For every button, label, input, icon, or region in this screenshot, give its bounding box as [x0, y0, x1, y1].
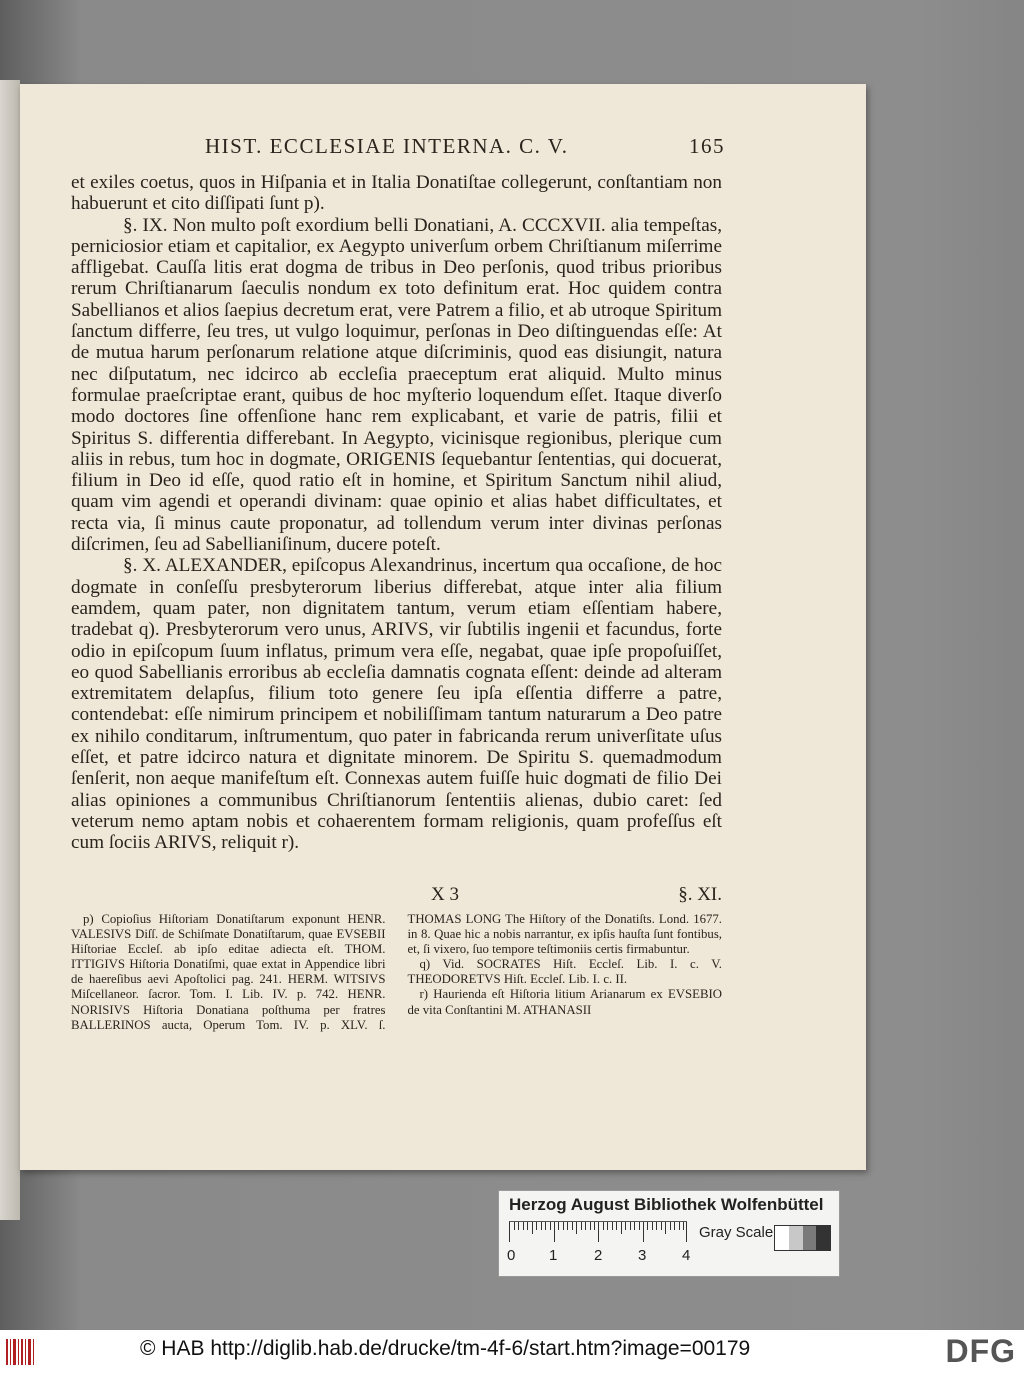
ruler-label-3: 3: [638, 1247, 647, 1264]
paragraph-section-x: §. X. ALEXANDER, epiſcopus Alexandrinus, incertum qua occaſione, de hoc dogmate in conſeſſu presbyterorum liberius differebat, atque inter alia filium eamdem, quam pater, non dignitatem tantum, verum etiam eſſentiam habere, tradebat q). Presbyterorum vero unus, ARIVS, vir ſubtilis ingenii et facundus, forte odio in epiſcopum ſuum inflatus, primum vera eſſe, negabat, quae ipſe propoſuiſſet, eo quod Sabellianis erroribus ab eccleſia damnatis cognata eſſent: deinde ad alteram extremitatem delapſus, filium toto genere ſeu ipſa eſſentia differre a patre, contendebat: eſſe nimirum principem et nobiliſſimam tantum naturarum a Deo patre ex nihilo conditarum, inſtrumentum, quo pater in fabricanda rerum univerſitate uſus eſſet, et patre idcirco natura et dignitate minorem. De Spiritu S. quemadmodum ſenſerit, non aeque manifeſtum eſt. Connexas autem fuiſſe huic dogmati de filio Dei alias opiniones a communibus Chriſtianorum ſententiis alienas, dubio caret: ſed veterum nemo aptam nobis et cohaerentem formam religionis, quam profeſſus eſt cum ſociis ARIVS, reliquit r).: [71, 555, 722, 854]
gray-swatch-2: [789, 1226, 803, 1250]
running-head: HIST. ECCLESIAE INTERNA. C. V.: [205, 134, 569, 158]
signature-mark: X 3: [431, 884, 459, 905]
library-name: Herzog August Bibliothek Wolfenbüttel: [509, 1195, 824, 1214]
footnote-q: q) Vid. SOCRATES Hiſt. Eccleſ. Lib. I. c. V. THEODORETVS Hiſt. Eccleſ. Lib. I. c. II.: [407, 957, 722, 987]
gray-swatch-4: [816, 1226, 830, 1250]
footnote-r: r) Haurienda eſt Hiſtoria litium Arianarum ex EVSEBIO de vita Conſtantini M. ATHANASII: [407, 987, 722, 1017]
ruler-label-4: 4: [682, 1247, 691, 1264]
page-number: 165: [689, 134, 725, 158]
catchword: §. XI.: [678, 884, 722, 905]
dfg-logo: DFG: [945, 1333, 1016, 1369]
barcode-icon: [6, 1339, 36, 1365]
footnote-p: p) Copioſius Hiſtoriam Donatiſtarum exponunt HENR. VALESIVS Diſſ. de Schiſmate Donatiſtarum, quae EVSEBII Hiſtoriae Eccleſ. ab ipſo editae adiecta eſt. THOM. ITTIGIVS Hiſtoria Donatiſmi, quae extat in Appendice libri de haereſibus aevi Apoſtolici pag. 241. HERM. WITSIVS Miſcellaneor. ſacror. Tom. I. Lib. IV. p. 742. HENR. NORISIVS Hiſtoria Donatiana poſthuma per fratres BALLERINOS aucta, Operum Tom. IV. p. XLV. ſ. THOMAS LONG The Hiſtory of the Donatiſts. Lond. 1677. in 8. Quae hic a nobis narrantur, ex ipſis hauſta ſunt fontibus, et, ſi vixero, ſuo tempore teſtimoniis certis firmabuntur.: [71, 912, 722, 1032]
signature-line: [71, 884, 722, 908]
library-color-chart: [498, 1190, 840, 1277]
paragraph-section-ix: §. IX. Non multo poſt exordium belli Donatiani, A. CCCXVII. alia tempeſtas, perniciosior etiam et capitalior, ex Aegypto univerſum orbem Chriſtianum miſerrime affligebat. Cauſſa litis erat dogma de tribus in Deo perſonis, quod tribus prioribus rerum Chriſtianarum ſaeculis nondum ex toto definitum erat. Hoc quidem contra Sabellianos et alios ſaepius decretum erat, vere Patrem a filio, et ab utroque Spiritum ſanctum differre, ſeu tres, ut vulgo loquimur, perſonas in Deo diſtinguendas eſſe: At de mutua harum perſonarum relatione atque diſcriminis, quod eas disiungit, natura nec diſputatum, nec idcirco ab eccleſia praeceptum erat aliquid. Multo minus formulae praeſcriptae erant, quibus de hoc myſterio loquendum eſſet. Itaque diverſo modo doctores ſine offenſione hanc rem explicabant, et varie de patris, filii et Spiritus S. differentia differebant. In Aegypto, vicinisque regionibus, plerique cum aliis in rebus, tum hoc in dogmate, ORIGENIS ſequebantur ſententias, qui docuerat, filium in Deo id eſſe, quod ratio eſt in homine, et Spiritum Sanctum nihil aliud, quam vim agendi et operandi divinam: quae opinio et alias habet difficultates, et recta via, ſi minus caute proponatur, ad tollendum verum inter divinas perſonas diſcrimen, ſeu ad Sabellianiſinum, ducere poteſt.: [71, 214, 722, 556]
viewer-footer: [0, 1330, 1024, 1374]
ruler-labels: [507, 1247, 697, 1267]
gray-swatch-3: [803, 1226, 817, 1250]
paragraph-intro: et exiles coetus, quos in Hiſpania et in Italia Donatiſtae collegerunt, conſtantiam non habuerunt et cito diſſipati ſunt p).: [71, 172, 722, 215]
body-text: [71, 172, 722, 854]
ruler-label-0: 0: [507, 1247, 516, 1264]
gray-swatch-1: [775, 1226, 789, 1250]
book-spine-edge: [0, 80, 20, 1220]
ruler-label-2: 2: [594, 1247, 603, 1264]
copyright-url[interactable]: © HAB http://diglib.hab.de/drucke/tm-4f-6/start.htm?image=00179: [140, 1337, 751, 1360]
footnotes: [71, 912, 722, 1033]
page-header: [205, 134, 725, 164]
ruler-label-1: 1: [549, 1247, 558, 1264]
gray-scale-swatch: [774, 1225, 831, 1251]
gray-scale-label: Gray Scale: [699, 1224, 774, 1241]
ruler-scale: [509, 1221, 687, 1242]
